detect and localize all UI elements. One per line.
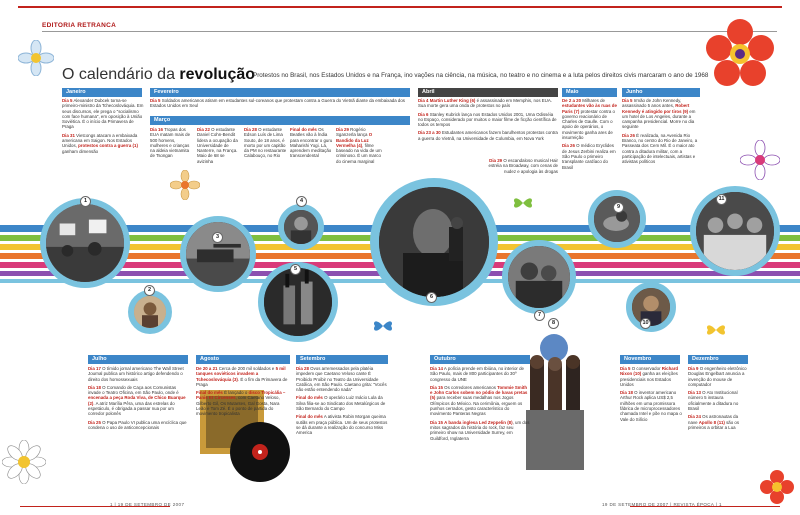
- circle-number-11: 11: [716, 194, 727, 205]
- circle-number-2: 2: [144, 285, 155, 296]
- col-fevereiro: [150, 98, 410, 112]
- col-marco-2: [197, 127, 241, 167]
- entry-text: A ativista Robin Morgan queima sutiãs em praça pública. Um de seus protestos se dá durante a realização do concurso Miss America: [296, 414, 388, 436]
- entry-text: O engenheiro eletrônico Douglas Engelbart anuncia a invenção do mouse de computador: [688, 366, 747, 387]
- entry-text: Estudantes americanos fazem barulhentos protestos contra a guerra do Vietnã, na Universidade de Columbia, em Nova York: [418, 130, 558, 141]
- entry-text: O operário Luiz Inácio Lula da Silva filia-se ao Sindicato dos Metalúrgicos de São Bernardo do Campo: [296, 395, 386, 412]
- entry-text: É lançado o: [224, 390, 248, 396]
- entry-day: De 2 a 20: [562, 98, 582, 103]
- entry-bold: disco Tropicália – Panis Et Circenses: [196, 390, 286, 401]
- photo-paris-students: [508, 246, 570, 308]
- col-maio: [562, 98, 618, 173]
- photo-circle-9: [588, 190, 646, 248]
- photo-martin-luther-king: [379, 187, 489, 297]
- photo-circle-1: [40, 198, 130, 288]
- col-julho: [88, 366, 190, 433]
- page-title: [62, 66, 255, 84]
- entry-day: Dia 31: [62, 132, 75, 138]
- col-marco-5: [336, 127, 382, 167]
- month-junho: Junho: [622, 88, 700, 97]
- entry-bold: Richard Nixon (10): [620, 366, 679, 377]
- entry-jan-2: [62, 133, 144, 154]
- entry-bold: Apollo 8 (11): [698, 419, 725, 425]
- month-janeiro: Janeiro: [62, 88, 142, 97]
- entry-fev-1: [150, 98, 410, 109]
- entry-tail: . É o fim da Primavera de Praga: [196, 376, 288, 387]
- entry-tail: são os primeiros a orbitar a Lua: [688, 419, 740, 430]
- entry-day: Dia 6: [418, 111, 429, 117]
- col-agosto: [196, 366, 290, 420]
- month-maio: Maio: [562, 88, 617, 97]
- entry-day: Final do mês: [296, 395, 323, 401]
- col-novembro: [620, 366, 682, 425]
- entry-bold: 5 mil tanques soviéticos invadem a Tchecoslováquia (3): [196, 366, 286, 382]
- top-rule: [18, 6, 782, 8]
- entry-bold: O Bandido da Luz Vermelha (4): [336, 132, 373, 148]
- title-bold: revolução: [179, 66, 256, 83]
- circle-number-7: 7: [534, 310, 545, 321]
- entry-day: Dia 9: [688, 366, 699, 371]
- entry-text: O estudante Daniel Cohn-Bendit lidera a ocupação da Universidade de Nanterre, na França. Maio de 68 se avizinha: [197, 127, 238, 164]
- circle-number-10: 10: [640, 318, 651, 329]
- entry-text: O escandaloso musical Hair estréia na Broadway, com cenas de nudez e apologia às drogas: [488, 158, 558, 174]
- entry-text: O estudante Edson Luís de Lima Souto, de 18 anos, é morto por um capitão da PM no restaurante Calabouço, no Rio: [244, 127, 287, 159]
- entry-text: O conservador: [631, 366, 661, 371]
- entry-day: Dia 14: [430, 366, 443, 371]
- circle-number-4: 4: [296, 196, 307, 207]
- entry-bold: Martin Luther King (6): [429, 98, 476, 103]
- photo-richard-nixon: [632, 288, 670, 326]
- circle-number-1: 1: [80, 196, 91, 207]
- butterfly-icon-3: [705, 322, 727, 338]
- entry-day: Dia 29: [489, 158, 503, 163]
- photo-circle-11: [690, 186, 780, 276]
- entry-text: A polícia prende em Ibiúna, no interior de São Paulo, mais de 800 participantes do 30º congresso da UNE: [430, 366, 524, 382]
- entry-day: Dia 5: [150, 98, 161, 103]
- col-abril-2: [484, 158, 558, 177]
- month-fevereiro: Fevereiro: [150, 88, 410, 97]
- entry-day: Final do mês: [296, 414, 323, 420]
- entry-bold: estudantes vão às ruas de Paris (7): [562, 103, 617, 114]
- entry-text: Milhares de: [582, 98, 605, 103]
- entry-text: O inventor americano Arthur Rock aplica US$ 2,5 milhões em uma promissora fábrica de microprocessadores chamada Intel e põe no mapa o Vale do Silício: [620, 390, 682, 422]
- entry-text: Os Beatles vão à Índia para encontrar o guru Maharishi Yogi. Lá, aprendem meditação transcendental: [290, 127, 333, 159]
- col-marco-4: [290, 127, 334, 162]
- month-agosto: Agosto: [196, 355, 290, 364]
- entry-text: Ovos arremessados pela platéia impedem que Caetano Veloso cante É Proibido Proibir no Teatro da Universidade Católica, em São Paulo. Caetano grita: "Vocês não estão entendendo nada": [296, 366, 387, 393]
- section-label: EDITORIA RETRANCA: [42, 22, 117, 29]
- month-abril: Abril: [418, 88, 558, 97]
- photo-apollo-8-crew: [696, 192, 774, 270]
- entry-day: Dia 18: [620, 390, 633, 396]
- entry-text: é assassinado em Memphis, nos EUA. Sua morte gera uma onda de protestos no país: [418, 98, 552, 109]
- butterfly-icon-2: [372, 318, 394, 334]
- photo-circle-7: [502, 240, 576, 314]
- circle-number-3: 3: [212, 232, 223, 243]
- entry-tail: , com Caetano Veloso, Gilberto Gil, Os Mutantes, Gal Gosta, Nara Leão e Tom Zé. É o ponto de partida do movimento tropicalista: [196, 395, 280, 417]
- entry-day: Dia 5: [622, 98, 633, 103]
- flower-mid-left-icon: [170, 170, 200, 200]
- entry-day: Dia 26: [562, 143, 575, 149]
- photo-olympics-podium: [264, 268, 332, 336]
- entry-bold: A banda inglesa Led Zeppelin (8): [444, 419, 513, 425]
- entry-day: Dia 15: [430, 419, 443, 425]
- title-prefix: O calendário da: [62, 66, 175, 83]
- photo-protest-signs: [46, 204, 124, 282]
- section-rule: [42, 31, 777, 32]
- month-outubro: Outubro: [430, 355, 530, 364]
- circle-number-9: 9: [613, 202, 624, 213]
- flower-right-icon: [740, 140, 780, 180]
- entry-day: Dia 15: [430, 384, 443, 390]
- col-setembro: [296, 366, 388, 439]
- entry-day: Dia 26: [622, 132, 635, 138]
- entry-text: O tímido jornal americano The Wall Street Journal publica um histórico artigo defendendo o direito dos homossexuais: [88, 366, 184, 382]
- entry-jan-1: [62, 98, 144, 130]
- butterfly-icon: [512, 195, 534, 211]
- entry-day: Dia 4: [418, 98, 429, 103]
- entry-text: Irmão de John Kennedy, assassinado 5 anos antes,: [622, 98, 682, 109]
- entry-day: Dia 28: [244, 127, 257, 132]
- entry-text: O Papa Paulo VI publica uma encíclica que condena o uso de anticoncepcionais: [88, 419, 187, 430]
- month-julho: Julho: [88, 355, 188, 364]
- entry-text: Os astronautas da nave: [688, 414, 739, 425]
- entry-tail: . A atriz Marília Pêra, uma das estrelas do espetáculo, é obrigada a passar nua por um corredor polonês: [88, 400, 175, 417]
- entry-text: Alexander Dubcek torna-se primeiro-ministro da Tchecoslováquia. Em seus discursos, ele prega o "socialismo com face humana", em oposição à União Soviética. É o início da Primavera de Praga: [62, 98, 144, 130]
- flower-bottom-left-icon: [2, 440, 46, 484]
- entry-text: , um dos mitos sagrados da história do rock, faz seu primeiro show na Universidade Surrey, em Guildford, Inglaterra: [430, 419, 530, 441]
- photo-bandido-luz: [284, 210, 318, 244]
- col-abril: [418, 98, 558, 144]
- photo-circle-2: [128, 290, 172, 334]
- entry-day: De 20 a 21: [196, 366, 218, 371]
- entry-tail: ganham dimensão: [62, 148, 99, 154]
- entry-tail: para receber suas medalhas nos Jogos Olímpicos do México. Na cerimônia, erguem os punhos cerrados, gesto característico do movimento Panteras Negras: [430, 395, 523, 417]
- entry-day: Dia 17: [88, 366, 101, 371]
- entry-bold: encenada a peça Roda Viva, de Chico Buarque (2): [88, 395, 186, 406]
- entry-day: Dia 25: [88, 419, 101, 425]
- entry-day: Dia 5: [62, 98, 73, 103]
- entry-text: É realizada, na Avenida Rio Branco, no centro do Rio de Janeiro, a Passeata dos Cem Mil. É o maior ato contra a ditadura militar, com a participação de intelectuais, artistas e ativistas políticos: [622, 132, 698, 165]
- entry-day: Dia 24: [688, 414, 701, 420]
- entry-bold: protestos contra a guerra (1): [78, 143, 138, 149]
- entry-text: O médico Eryclides de Jesus Zerbini realiza em São Paulo o primeiro transplante cardíaco do Brasil: [562, 143, 616, 170]
- entry-day: Dia 29: [336, 127, 349, 132]
- entry-text: Os corredores americanos: [444, 384, 496, 390]
- entry-day: Dia 23 a 30: [418, 130, 441, 136]
- month-novembro: Novembro: [620, 355, 680, 364]
- photo-chico-buarque: [134, 296, 166, 328]
- entry-day: Dia 22: [197, 127, 210, 132]
- entry-text: O Comando de Caça aos Comunistas invade o Teatro Oficina, em São Paulo, onde é: [88, 384, 179, 396]
- entry-day: Final do mês: [290, 127, 317, 132]
- entry-day: Dia 13: [688, 390, 701, 396]
- photo-circle-4: [278, 204, 324, 250]
- month-marco: Março: [150, 116, 410, 125]
- entry-bold: Robert Kennedy é atingido por tiros (9): [622, 103, 690, 114]
- entry-day: Dia 28: [296, 366, 309, 371]
- circle-number-8: 8: [548, 318, 559, 329]
- footer-left: 1 | 19 DE SETEMBRO DE 2007: [110, 502, 185, 507]
- page-subtitle: Protestos no Brasil, nos Estados Unidos e na França, ino vações na ciência, na música, no teatro e no cinema e a luta pelos direitos civis marcaram o ano de 1968: [253, 72, 709, 79]
- month-setembro: Setembro: [296, 355, 388, 364]
- entry-text: Vietcongs atacam a embaixada americana em Saigon. Nos Estados Unidos,: [62, 132, 138, 149]
- col-marco-3: [244, 127, 288, 162]
- col-janeiro: [62, 98, 144, 157]
- col-junho: [622, 98, 700, 168]
- entry-day: Final do mês: [196, 390, 223, 396]
- col-marco-1: [150, 127, 194, 162]
- entry-day: Dia 16: [150, 127, 163, 132]
- entry-tail: em um hotel de Los Angeles, durante a campanha presidencial. Morre no dia seguinte: [622, 108, 696, 130]
- entry-text: Cerca de 200 mil soldados e: [218, 366, 275, 371]
- photo-circle-3: [180, 216, 256, 292]
- entry-text: Tropas dos EUA matam mais de 500 homens, mulheres e crianças na aldeia vietnamita de Tsongan: [150, 127, 191, 159]
- entry-tail: ganha as eleições presidenciais nos Estados Unidos: [620, 371, 678, 387]
- flower-bottom-right-icon: [760, 470, 794, 504]
- entry-day: Dia 5: [620, 366, 631, 371]
- footer-right: 19 DE SETEMBRO DE 2007 | REVISTA ÉPOCA | 1: [602, 502, 722, 507]
- entry-bold: Tommie Smith e John Carlos sobem no pódio de luvas pretas (5): [430, 384, 528, 401]
- entry-text: Rogério Sganzerla lança: [336, 127, 368, 138]
- entry-text: O Ato Institucional número 5 instaura oficialmente a ditadura no Brasil: [688, 390, 739, 412]
- entry-tail: protestar contra o governo reacionário de Charles de Gaulle. Com o apoio de operários, o movimento ganha ares de insurreição: [562, 108, 615, 141]
- entry-text: Stanley Kubrick lança nos Estados Unidos 2001, Uma Odisséia no Espaço, considerado por muitos o maior filme de ficção científica de todos os tempos: [418, 111, 557, 128]
- circle-number-5: 5: [290, 264, 301, 275]
- flower-left-icon: [18, 40, 54, 76]
- photo-circle-6: [370, 178, 498, 306]
- circle-number-6: 6: [426, 292, 437, 303]
- entry-tail: , filme baseado na vida de um criminoso. É um marco do cinema marginal: [336, 142, 382, 164]
- photo-circle-10: [626, 282, 676, 332]
- entry-day: Dia 18: [88, 384, 101, 390]
- month-dezembro: Dezembro: [688, 355, 748, 364]
- col-outubro: [430, 366, 530, 444]
- col-dezembro: [688, 366, 748, 433]
- entry-text: Soldados americanos atiram em estudantes sul-coreanos que protestam contra a Guerra do Vietnã diante da embaixada dos Estados Unidos em Seul: [150, 98, 405, 109]
- flower-top-right-icon: [705, 18, 775, 88]
